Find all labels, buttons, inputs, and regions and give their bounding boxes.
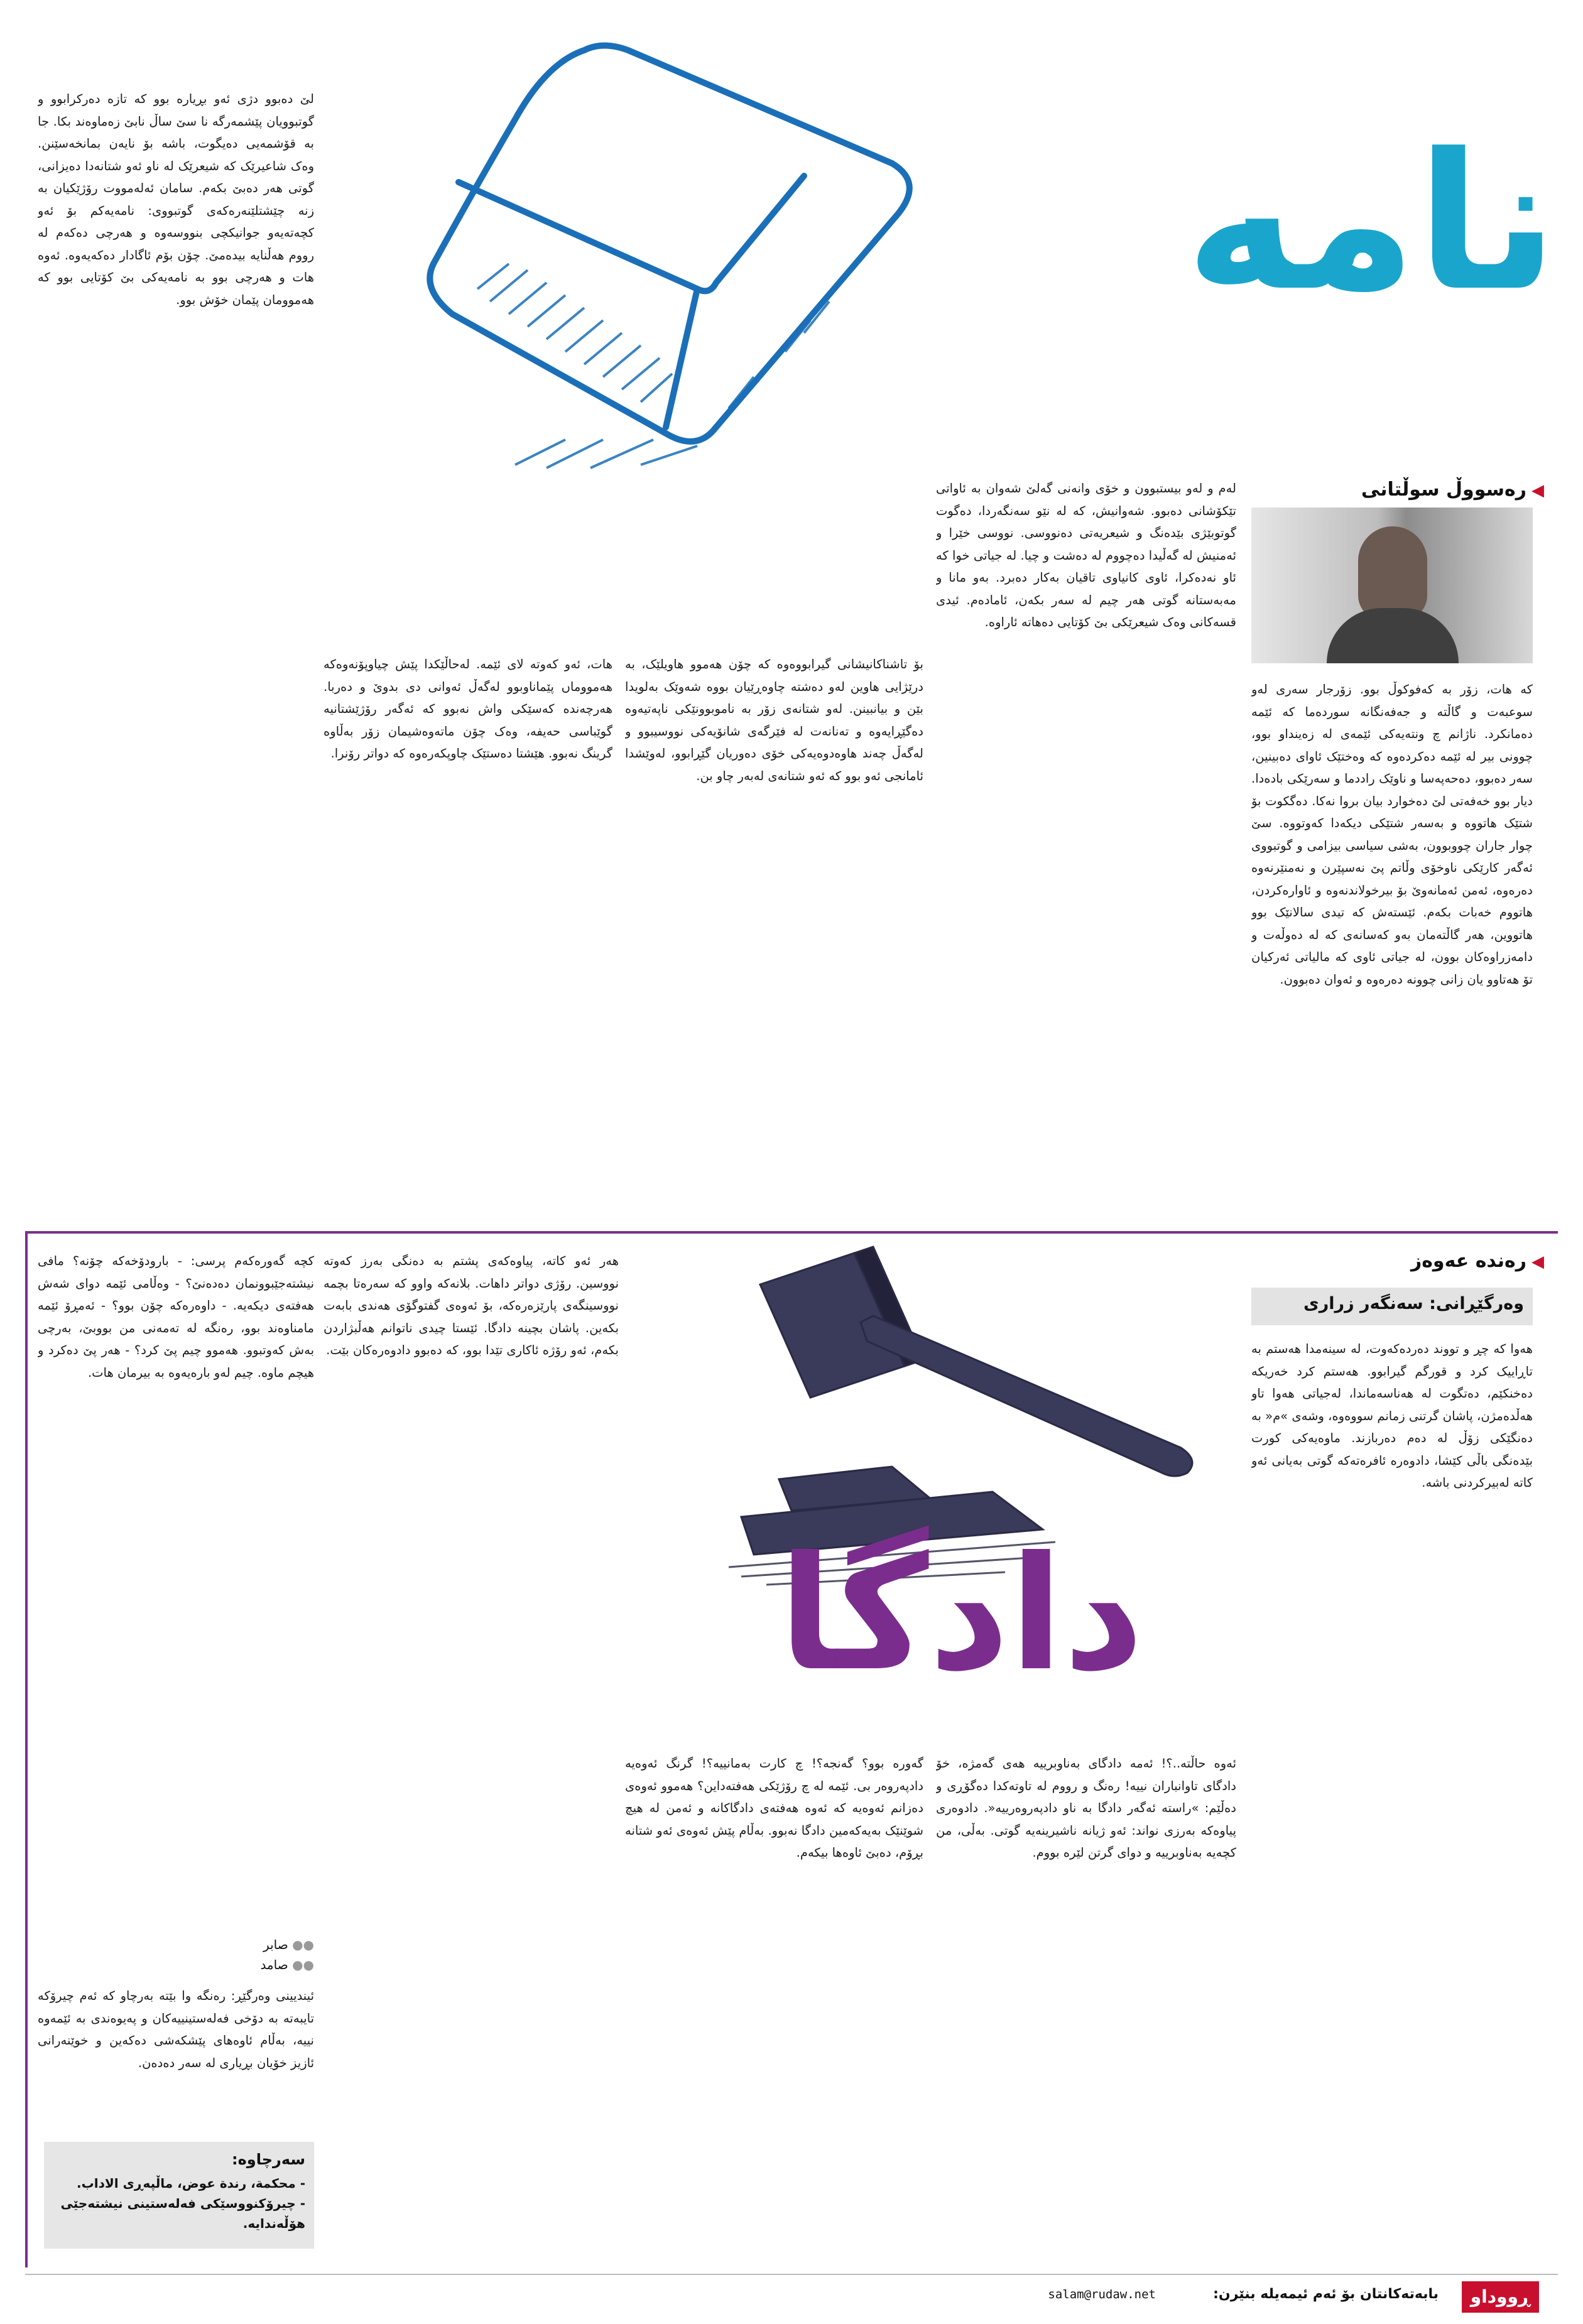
article2-headline: دادگا <box>778 1523 1144 1705</box>
article1-col-right: کە هات، زۆر بە کەفوکوڵ بوو. زۆرجار سەری لەو سوعبەت و گاڵتە و جەفەنگانە سوردەما کە ئێمە دەمانکرد. ناژانم چ ونتەیەکی ئێمەی لە زەینداو بوو، چوونی بیر لە ئێمە دەکردەوە کە وەختێک ئاوای دەبینین، سەر دەبوو، دەحەپەسا و ناوێک راددما و سەرێکی بادەدا. دیار بوو خەفەتی لێ دەخوارد بیان بروا نەکا. دەگکوت بۆ شتێک هاتووە و بەسەر شتێکی دیکەدا کەوتووە. سێ چوار جاران چووبوون، بەشی سیاسی بیزامی و گوتبووی ئەگەر کارێکی ناوخۆی وڵاتم پێ نەسپێرن و نەمنێرنەوە دەرەوە، ئەمن ئەمانەوێ بۆ بیرخولاندنەوە و ئاوارەکردن، هاتووم خەبات بکەم. ئێستەش کە تیدی سالانێک بوو هاتووین، هەر گاڵتەمان بەو کەسانەی کە لە دەوڵەت و دامەزراوەکان بوون، لە جیاتی ئاوی کە مالیاتی ئەرکیان تۆ هەتاوو یان زانی چوونە دەرەوە و ئەوان دەبوون. <box>1251 682 1533 987</box>
translator-credit: وەرگێڕانی: سەنگەر زراری <box>1303 1294 1524 1313</box>
footer-prompt: بابەتەکانتان بۆ ئەم ئیمەیلە بنێرن: <box>1213 2286 1439 2302</box>
source-item: - چیرۆکنووسێکی فەلەستینی نیشتەجێی هۆڵەندایە. <box>60 2196 305 2231</box>
article1-col-left2: هات، ئەو کەوتە لای ئێمە. لەحاڵێکدا پێش چیاوپۆنەوەکە هەمووماں پێماناوبوو لەگەڵ ئەوانی دی بدوێ و دەربا. هەرچەندە کەسێکی واش نەبوو کە ئەگەر رۆژێشتانیە گوێباسی حەیفە، وەک چۆن ماتەوەشیمان زۆر بەڵاوە گرینگ نەبوو. هێشتا دەستێک چاوپکەرەوە کە دواتر رۆنرا. <box>324 657 612 761</box>
masthead-title: نامە <box>1185 113 1558 332</box>
footer-email[interactable]: salam@rudaw.net <box>1048 2288 1156 2301</box>
article2-col-left2: ئیندیینی وەرگێڕ: رەنگە وا بێتە بەرچاو کە ئەم چیرۆکە تایبەتە بە دۆخی فەلەستینییەکان و پەیوەندی بە ئێمەوە نییە، بەڵام ئاوەهای پێشکەشی دەکەین و خوێنەرانی ئازیز خۆیان بڕیاری لە سەر دەدەن. <box>38 1989 314 2070</box>
sources-title: سەرچاوە: <box>232 2151 305 2168</box>
article2-col-mid: هەر ئەو کاتە، پیاوەکەی پشتم بە دەنگی بەرز کەوتە نووسین. رۆژی دواتر داهات. بلانەکە واوو کە سەرەتا بچمە نووسینگەی پارێزەرەکە، بۆ ئەوەی گفتوگۆی هەندی بابەت بکەین. پاشان بچینە دادگا. ئێستا چیدی ناتوانم هەڵبژاردن بکەم، ئەو رۆژە ئاکاری تێدا بوو، کە دەبوو دادوەرەکان بێت. <box>324 1254 619 1357</box>
article2-col-right: هەوا کە چڕ و تووند دەردەکەوت، لە سینەمدا هەستم بە تاڕاییک کرد و قورگم گیرابوو. هەستم کرد خەریکە دەخنکێم، دەتگوت لە هەناسەماندا، لەجیاتی هەوا تاو هەڵدەمژن، پاشان گرتنی زمانم سووەوە، وشەی »م« بە دەنگێکی زۆڵ لە دەم دەربازند. ماوەیەکی کورت بێدەنگی باڵی کێشا، دادوەرە ئافرەتەکە گوتی بەیانی ئەو کاتە لەبیرکردنی باشە. <box>1251 1342 1533 1490</box>
divider-left-bar <box>25 1231 28 2267</box>
article1-author: ◀رەسووڵ سوڵتانی <box>1361 479 1544 501</box>
article1-col-left1: بۆ تاشناکانیشانی گیرابووەوە کە چۆن هەموو هاویلێک، بە درێژایی هاوین لەو دەشتە چاوەڕێیان بووە شەوێک بەلویدا بێن و بیانبینن. لەو شتانەی زۆر بە ناموبوونێکی ناپەتیەوە دەگێڕایەوە و تەنانەت لە فێرگەی شانۆیەکی نووسیبوو و لەگەڵ چەند هاوەدوەیەکی خۆی دەوریان گێڕابوو، لەوێشدا ئامانجی ئەو بوو کە ئەو شتانەی لەبەر چاو بن. <box>625 657 923 783</box>
envelope-icon <box>402 25 967 477</box>
article2-col-left: کچە گەورەکەم پرسی: - بارودۆخەکە چۆنە؟ مافی نیشتەجێبوونمان دەدەنێ؟ - وەڵامی ئێمە دوای شەش هەفتەی دیکەیە. - داوەرەکە چۆن بوو؟ - ئەمڕۆ ئێمە مامناوەند بوو، رەنگە لە تەمەنی من بووبێ، بەرچی بەش کەوتبوو. هەموو چیم پێ کرد؟ - هەر پێ دەکرد و هیچم ماوە. چیم لەو بارەیەوە بە بیرمان هات. <box>38 1254 314 1380</box>
footer-bar <box>25 2274 1558 2275</box>
signoff <box>38 1935 314 1975</box>
signoff-1: صابر <box>263 1937 288 1952</box>
source-item: - محكمة، رندة عوض، ماڵپەڕی الاداب. <box>77 2176 305 2191</box>
triangle-icon: ◀ <box>1531 1252 1544 1271</box>
bullet-icon: ●● <box>292 1957 314 1972</box>
author-photo <box>1251 508 1533 663</box>
sources-box <box>44 2142 314 2249</box>
triangle-icon: ◀ <box>1531 481 1544 500</box>
masthead <box>377 25 1570 465</box>
article2-author: ◀رەندە عەوەز <box>1410 1250 1544 1272</box>
footer-logo: ڕووداو <box>1462 2281 1539 2313</box>
article2-col-mid2: گەورە بوو؟ گەنجە؟! چ کارت بەمانییە؟! گرنگ ئەوەیە دادپەروەر بی. ئێمە لە چ رۆژێکی هەفتەداین؟ هەموو ئەوەی دەزانم ئەوەیە کە ئەوە هەفتەی دادگاکانە و ئەمن لە هیچ شوێنێک بەیەکەمین دادگا نەبوو. بەڵام پێش ئەوەی ئەو شتانە بڕۆم، دەبێ ئاوەها بیکەم. <box>625 1756 923 1860</box>
section-divider <box>25 1231 1558 1234</box>
article1-col-far-left: لێ دەبوو دژی ئەو بڕیارە بوو کە تازە دەرکرابوو و گوتبوویان پێشمەرگە نا سێ ساڵ نابێ زەماوەند بکا. جا بە قۆشمەیی دەیگوت، باشە بۆ نایەن بمانخەسێنن. وەک شاعیرێک کە شیعرێک لە ناو ئەو شتانەدا دەیزانی، گوتی هەر دەبێ بکەم. سامان ئەلەمووت رۆژێکیان بە زنە چێشتلێنەرەکەی گوتبووی: نامەیەکم بۆ ئەو کچەتەیەو جوانیکچی بنووسەوە و هەرچی دەکەم لە رووم هەڵنایە بیدەمێ. چۆن بۆم ئاگادار دەکەیەوە. ئەوە هات و هەرچی بوو بە نامەیەکی بێ کۆتایی بوو کە هەموومان پێمان خۆش بوو. <box>38 92 314 307</box>
translator-bar <box>1251 1288 1533 1325</box>
signoff-2: صامد <box>260 1957 288 1972</box>
bullet-icon: ●● <box>292 1937 314 1952</box>
article1-col-mid: لەم و لەو بیستبوون و خۆی وانەنی گەلێ شەوان بە ئاواتی تێکۆشانی دەبوو. شەوانیش، کە لە نێو سەنگەردا، دەگوت گوتوبێژی بێدەنگ و شیعریەتی دەنووسی. نووسی خێرا و ئەمنیش لە گەڵیدا دەچووم لە دەشت و چیا. لە جیاتی خوا کە ئاو نەدەکرا، ئاوی کانیاوی تاقیان بەکار دەبرد. بەو مانا و مەبەستانە گوتی هەر چیم لە سەر بکەن، ئامادەم. ئیدی قسەکانی وەک شیعرێکی بێ کۆتایی دەهاتە ئاراوە. <box>936 481 1236 629</box>
article2-col-right2: ئەوە حاڵتە..؟! ئەمە دادگای بەناوبرییە هەی گەمژە، خۆ دادگای تاوانباران نییە! رەنگ و رووم لە تاوتەکدا دەگۆڕی و دەڵێم: »راستە ئەگەر دادگا بە ناو دادپەروەرییە«. دادوەری پیاوەکە بەرزی نواند: ئەو ژیانە ناشیرینەیە گوتی. بەڵی، من کچەیە بەناوبرییە و دوای گرتن لێرە بووم. <box>936 1756 1236 1860</box>
